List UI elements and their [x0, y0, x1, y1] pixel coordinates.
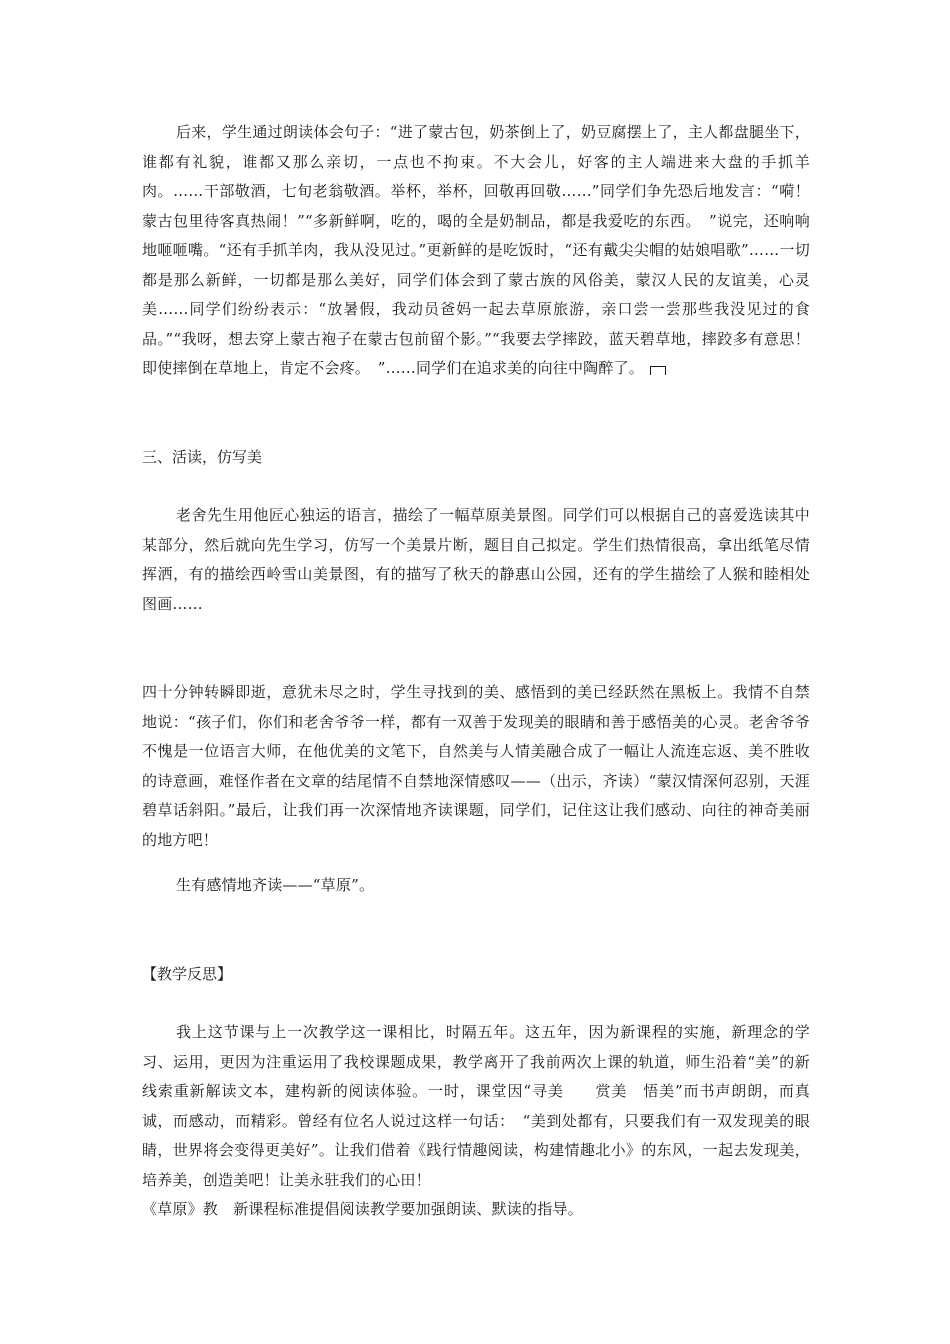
paragraph-imitation-writing: 老舍先生用他匠心独运的语言，描绘了一幅草原美景图。同学们可以根据自己的喜爱选读其中某部分，然后就向先生学习，仿写一个美景片断，题目自己拟定。学生们热情很高，拿出纸笔尽情挥洒，有的描绘西岭雪山美景图，有的描写了秋天的静惠山公园，还有的学生描绘了人猴和睦相处图画……	[142, 506, 810, 613]
paragraph-footnote: 《草原》教 新课程标准提倡阅读教学要加强朗读、默读的指导。	[142, 1200, 583, 1218]
spacer	[142, 901, 810, 960]
spacer	[142, 989, 810, 1018]
spacer	[142, 472, 810, 501]
paragraph-read-title: 生有感情地齐读——“草原”。	[176, 876, 375, 894]
section-heading-3: 三、活读，仿写美	[142, 447, 263, 466]
document-page	[142, 118, 810, 1225]
paragraph-conclusion: 四十分钟转瞬即逝，意犹未尽之时，学生寻找到的美、感悟到的美已经跃然在黑板上。我情不自禁地说：“孩子们，你们和老舍爷爷一样，都有一双善于发现美的眼睛和善于感悟美的心灵。老舍爷爷不愧是一位语言大师，在他优美的文笔下，自然美与人情美融合成了一幅让人流连忘返、美不胜收的诗意画，难怪作者在文章的结尾情不自禁地深情感叹——（出示，齐读）“蒙汉情深何忍别，天涯碧草话斜阳。”最后，让我们再一次深情地齐读课题，同学们，记住这让我们感动、向往的神奇美丽的地方吧！	[142, 683, 810, 849]
paragraph-text: 后来，学生通过朗读体会句子：“进了蒙古包，奶茶倒上了，奶豆腐摆上了，主人都盘腿坐下，谁都有礼貌，谁都又那么亲切，一点也不拘束。不大会儿，好客的主人端进来大盘的手抓羊肉。……干部敬酒，七旬老翁敬酒。举杯，举杯，回敬再回敬……”同学们争先恐后地发言：“嗬！蒙古包里待客真热闹！”“多新鲜啊，吃的，喝的全是奶制品，都是我爱吃的东西。 ”说完，还响响地咂咂嘴。“还有手抓羊肉，我从没见过。”更新鲜的是吃饭时，“还有戴尖尖帽的姑娘唱歌”……一切都是那么新鲜，一切都是那么美好，同学们体会到了蒙古族的风俗美，蒙汉人民的友谊美，心灵美……同学们纷纷表示：“放暑假，我动员爸妈一起去草原旅游，亲口尝一尝那些我没见过的食品。”“我呀，想去穿上蒙古袍子在蒙古包前留个影。”“我要去学摔跤，蓝天碧草地，摔跤多有意思！即使摔倒在草地上，肯定不会疼。 ”……同学们在追求美的向往中陶醉了。	[142, 123, 810, 377]
paragraph-reflection: 我上这节课与上一次教学这一课相比，时隔五年。这五年，因为新课程的实施，新理念的学习、运用，更因为注重运用了我校课题成果，教学离开了我前两次上课的轨道，师生沿着“美”的新线索重新解读文本，建构新的阅读体验。一时，课堂因“寻美 赏美 悟美”而书声朗朗，而真诚，而感动，而精彩。曾经有位名人说过这样一句话： “美到处都有，只要我们有一双发现美的眼睛，世界将会变得更美好”。让我们借着《践行情趣阅读，构建情趣北小》的东风，一起去发现美，培养美，创造美吧！让美永驻我们的心田！	[142, 1023, 810, 1189]
spacer	[142, 384, 810, 443]
spacer	[142, 855, 810, 871]
spacer	[142, 619, 810, 678]
section-heading-reflection: 【教学反思】	[142, 964, 233, 983]
paragraph-reading-experience	[142, 118, 810, 384]
bracket-mark-icon	[650, 366, 666, 375]
